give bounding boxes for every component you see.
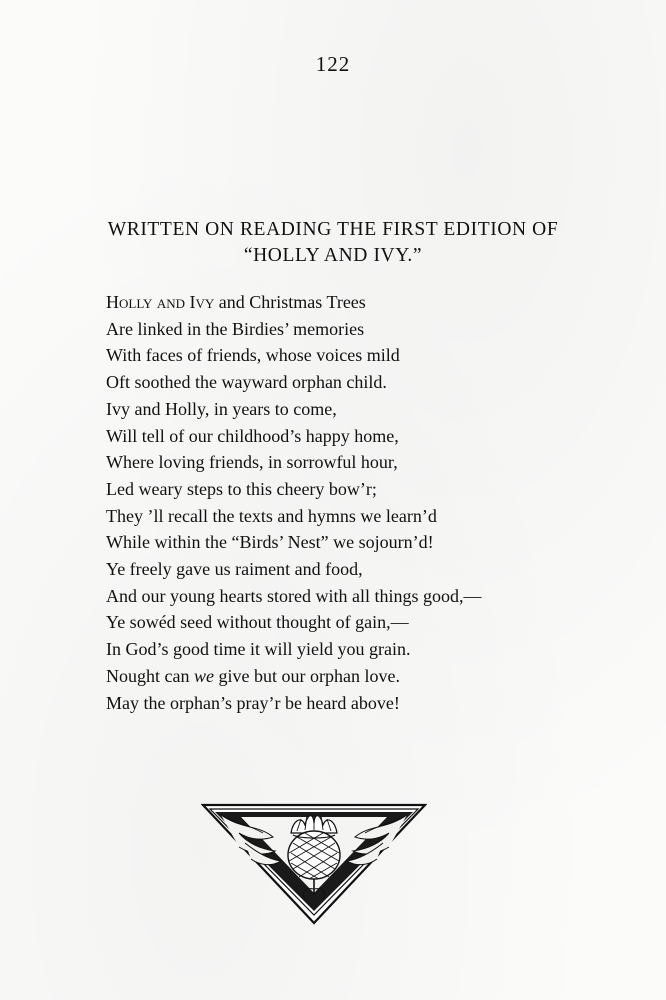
poem-line-2: Are linked in the Birdies’ memories xyxy=(106,318,365,339)
poem-line-15-italic: we xyxy=(193,665,214,686)
poem-line-7: Where loving friends, in sorrowful hour, xyxy=(106,452,398,473)
poem-line-3: With faces of friends, whose voices mild xyxy=(106,345,400,366)
poem-line-14: In God’s good time it will yield you grain. xyxy=(106,639,411,660)
poem-line-15-start: Nought can xyxy=(106,665,194,686)
poem-line-4: Oft soothed the wayward orphan child. xyxy=(106,372,387,393)
poem-line-16: May the orphan’s pray’r be heard above! xyxy=(106,692,400,713)
poem-line-1 xyxy=(106,289,606,316)
poem-line-11: Ye freely gave us raiment and food, xyxy=(106,559,363,580)
page-number: 122 xyxy=(315,52,351,76)
poem-line-6: Will tell of our childhood’s happy home, xyxy=(106,425,399,446)
poem-line-9: They ’ll recall the texts and hymns we learn’d xyxy=(106,505,437,526)
poem-line-12: And our young hearts stored with all things good,— xyxy=(106,585,482,606)
poem-title-line-2: “HOLLY AND IVY.” xyxy=(243,245,423,266)
thistle-tailpiece-icon xyxy=(201,803,427,925)
poem-line-1-rest: and Christmas Trees xyxy=(214,292,366,312)
poem-line-13: Ye sowéd seed without thought of gain,— xyxy=(106,612,409,633)
poem-line-5: Ivy and Holly, in years to come, xyxy=(106,398,337,419)
poem-title-line-1: WRITTEN ON READING THE FIRST EDITION OF xyxy=(107,219,559,240)
poem-line-10: While within the “Birds’ Nest” we sojourn’d! xyxy=(106,532,434,553)
poem-line-1-lead: Holly and Ivy xyxy=(106,292,215,312)
poem-line-15 xyxy=(106,663,606,690)
poem-line-15-end: give but our orphan love. xyxy=(213,665,400,686)
poem-line-8: Led weary steps to this cheery bow’r; xyxy=(106,478,377,499)
poem-title xyxy=(30,217,636,269)
poem-body xyxy=(106,289,606,716)
